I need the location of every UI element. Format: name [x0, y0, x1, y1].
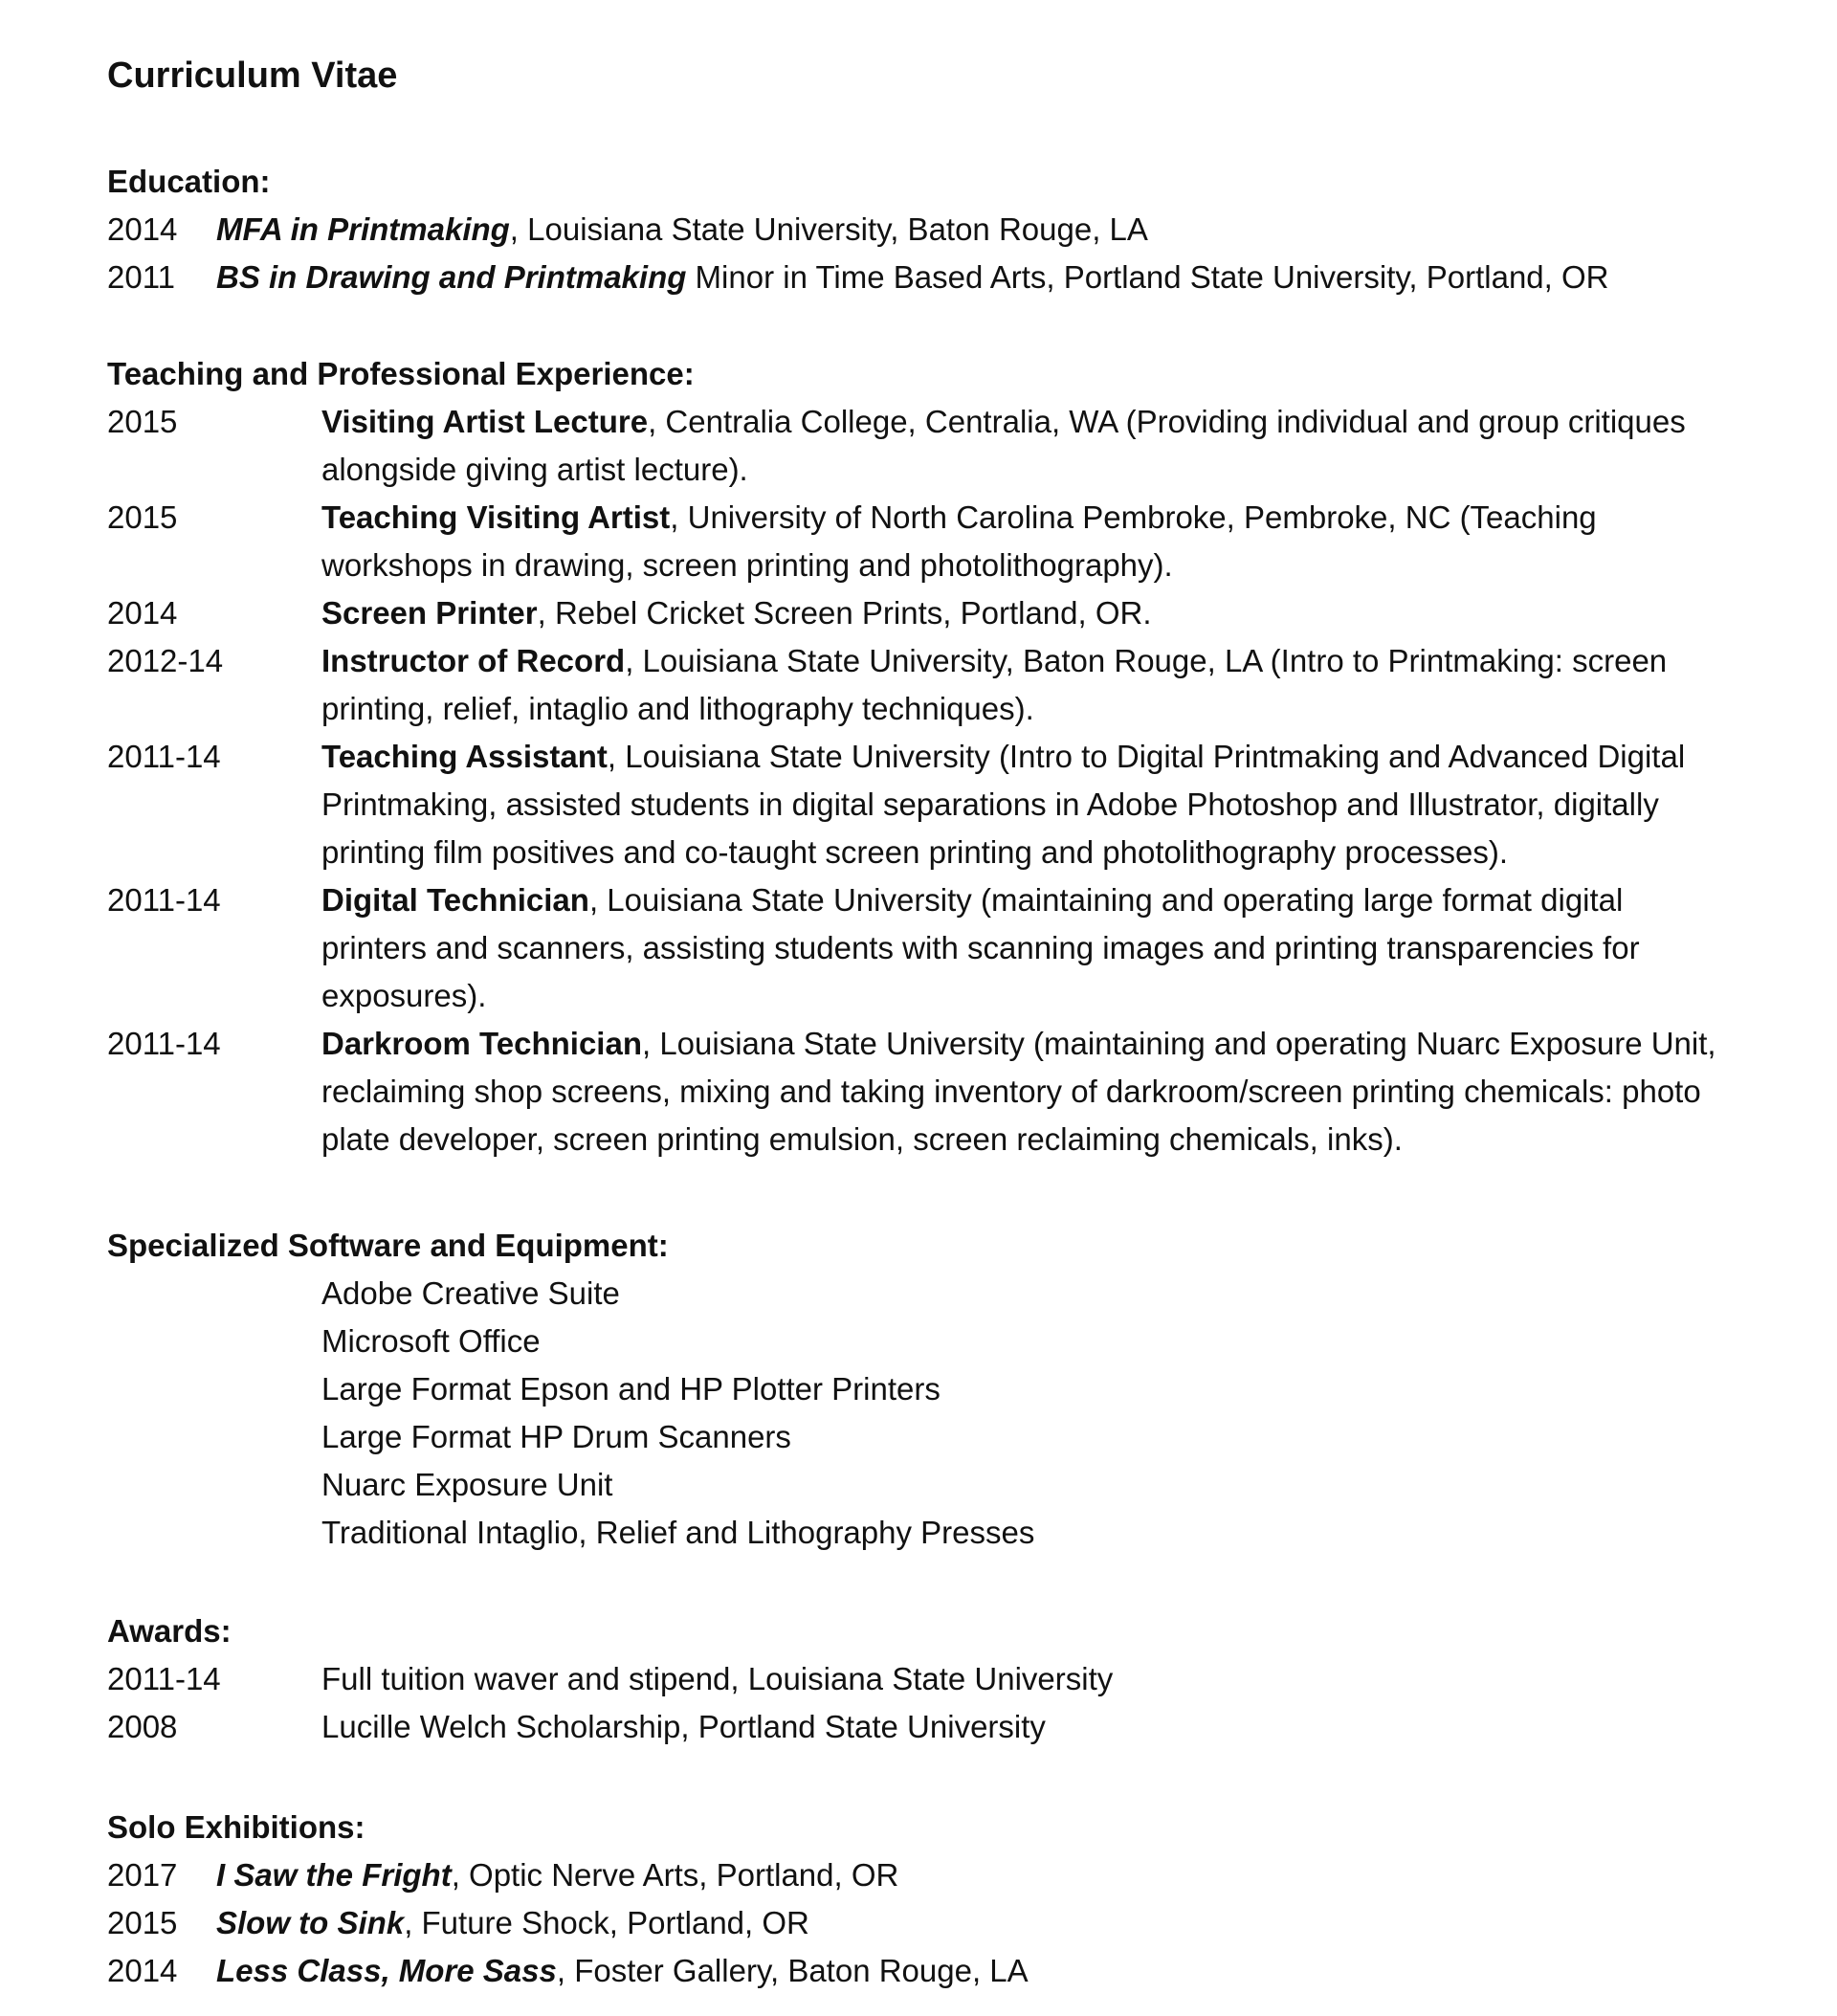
- education-section: [107, 158, 1734, 301]
- role-details: , Rebel Cricket Screen Prints, Portland, OR.: [537, 595, 1152, 631]
- degree-title: BS in Drawing and Printmaking: [216, 259, 687, 295]
- entry-year: 2011-14: [107, 739, 221, 774]
- experience-section: [107, 350, 1734, 1163]
- list-item: Large Format Epson and HP Plotter Printers: [321, 1371, 941, 1407]
- awards-heading: Awards:: [107, 1613, 232, 1649]
- list-item: Nuarc Exposure Unit: [321, 1467, 613, 1502]
- experience-entry: [107, 876, 1734, 1020]
- entry-year: 2011-14: [107, 1661, 221, 1696]
- experience-entry: [107, 637, 1734, 733]
- degree-details: Minor in Time Based Arts, Portland State University, Portland, OR: [686, 259, 1609, 295]
- education-heading: Education:: [107, 164, 271, 199]
- role-title: Visiting Artist Lecture: [321, 404, 649, 439]
- exhibition-title: Less Class, More Sass: [216, 1953, 557, 1988]
- role-details: , Louisiana State University (Intro to Digital Printmaking and Advanced Digital Printmaking, assisted students in digital separations in Adobe Photoshop and Illustrator, digitally printing film positives and co-taught screen printing and photolithography processes).: [321, 739, 1686, 870]
- award-entry: [107, 1655, 1734, 1703]
- entry-year: 2015: [107, 1905, 178, 1940]
- role-title: Teaching Visiting Artist: [321, 499, 671, 535]
- solo-section: [107, 1804, 1734, 1995]
- education-entry: [107, 254, 1734, 301]
- role-details: , Louisiana State University (maintaining and operating large format digital printers and scanners, assisting students with scanning images and printing transparencies for exposures).: [321, 882, 1640, 1013]
- role-title: Instructor of Record: [321, 643, 626, 678]
- experience-entry: [107, 733, 1734, 876]
- list-item: Adobe Creative Suite: [321, 1275, 620, 1311]
- entry-year: 2011: [107, 259, 175, 295]
- role-details: , Louisiana State University, Baton Rouge, LA (Intro to Printmaking: screen printing, relief, intaglio and lithography techniques).: [321, 643, 1668, 726]
- award-text: Lucille Welch Scholarship, Portland State University: [321, 1709, 1046, 1744]
- solo-heading: Solo Exhibitions:: [107, 1809, 365, 1845]
- education-entry: [107, 206, 1734, 254]
- list-item: Traditional Intaglio, Relief and Lithography Presses: [321, 1515, 1035, 1550]
- entry-year: 2008: [107, 1709, 178, 1744]
- degree-title: MFA in Printmaking: [216, 211, 510, 247]
- awards-section: [107, 1607, 1734, 1751]
- exhibition-entry: [107, 1947, 1734, 1995]
- exhibition-details: , Future Shock, Portland, OR: [404, 1905, 809, 1940]
- entry-year: 2012-14: [107, 643, 224, 678]
- entry-year: 2014: [107, 595, 178, 631]
- entry-year: 2011-14: [107, 1026, 221, 1061]
- software-section: [107, 1222, 1734, 1557]
- role-title: Darkroom Technician: [321, 1026, 642, 1061]
- entry-year: 2015: [107, 404, 178, 439]
- role-title: Screen Printer: [321, 595, 538, 631]
- role-title: Digital Technician: [321, 882, 589, 918]
- entry-year: 2015: [107, 499, 178, 535]
- experience-entry: [107, 1020, 1734, 1163]
- role-details: , Louisiana State University (maintaining and operating Nuarc Exposure Unit, reclaiming shop screens, mixing and taking inventory of darkroom/screen printing chemicals: photo plate developer, screen printing emulsion, screen reclaiming chemicals, inks).: [321, 1026, 1716, 1157]
- entry-year: 2014: [107, 211, 178, 247]
- experience-entry: [107, 494, 1734, 589]
- exhibition-details: , Optic Nerve Arts, Portland, OR: [451, 1857, 899, 1893]
- exhibition-title: Slow to Sink: [216, 1905, 405, 1940]
- entry-year: 2014: [107, 1953, 178, 1988]
- entry-year: 2011-14: [107, 882, 221, 918]
- experience-entry: [107, 398, 1734, 494]
- award-entry: [107, 1703, 1734, 1751]
- award-text: Full tuition waver and stipend, Louisiana State University: [321, 1661, 1114, 1696]
- experience-entry: [107, 589, 1734, 637]
- entry-year: 2017: [107, 1857, 178, 1893]
- list-item: Microsoft Office: [321, 1323, 541, 1359]
- degree-details: , Louisiana State University, Baton Rouge, LA: [509, 211, 1148, 247]
- document-title: Curriculum Vitae: [107, 55, 398, 96]
- exhibition-title: I Saw the Fright: [216, 1857, 452, 1893]
- experience-heading: Teaching and Professional Experience:: [107, 356, 695, 391]
- role-details: , Centralia College, Centralia, WA (Providing individual and group critiques alongside giving artist lecture).: [321, 404, 1686, 487]
- role-title: Teaching Assistant: [321, 739, 608, 774]
- software-heading: Specialized Software and Equipment:: [107, 1228, 669, 1263]
- exhibition-entry: [107, 1851, 1734, 1899]
- role-details: , University of North Carolina Pembroke, Pembroke, NC (Teaching workshops in drawing, screen printing and photolithography).: [321, 499, 1597, 583]
- list-item: Large Format HP Drum Scanners: [321, 1419, 791, 1454]
- exhibition-details: , Foster Gallery, Baton Rouge, LA: [556, 1953, 1029, 1988]
- exhibition-entry: [107, 1899, 1734, 1947]
